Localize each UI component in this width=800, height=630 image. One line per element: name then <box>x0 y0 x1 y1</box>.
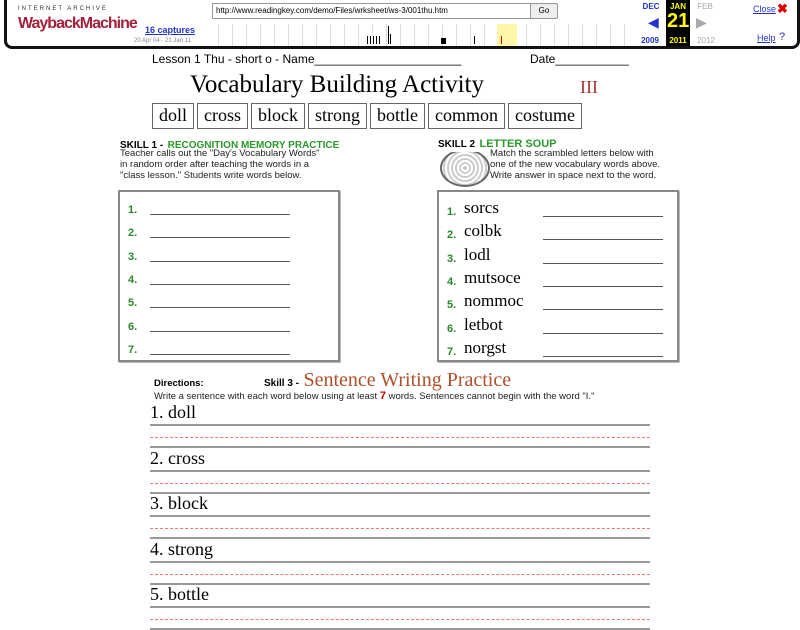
midline <box>150 483 650 484</box>
baseline <box>150 537 650 539</box>
skill1-label: SKILL 1 - <box>120 140 164 151</box>
skill1-answer-box <box>118 190 340 362</box>
answer-line[interactable] <box>543 356 663 357</box>
skill2-answer-box <box>437 190 679 362</box>
skill2-title: LETTER SOUP <box>479 138 557 150</box>
answer-line[interactable] <box>543 216 663 217</box>
current-year-highlight <box>497 24 517 46</box>
sentence-word: 3. block <box>150 493 208 513</box>
midline <box>150 528 650 529</box>
baseline <box>150 446 650 448</box>
next-month: FEB <box>697 2 713 11</box>
answer-line[interactable] <box>543 239 663 240</box>
answer-line[interactable] <box>543 309 663 310</box>
writing-line[interactable] <box>150 515 650 517</box>
capture-mark <box>388 26 389 44</box>
answer-number: 6. <box>128 320 138 333</box>
capture-mark <box>474 36 475 44</box>
capture-mark <box>367 36 381 44</box>
soup-bowl-icon <box>440 149 490 187</box>
prev-month[interactable]: DEC <box>642 2 660 11</box>
go-button[interactable]: Go <box>530 3 558 19</box>
current-year: 2011 <box>669 36 687 45</box>
scrambled-word: letbot <box>464 314 503 334</box>
midline <box>150 437 650 438</box>
skill3-label: Skill 3 - <box>264 378 300 389</box>
answer-line[interactable] <box>150 331 290 332</box>
answer-number: 4. <box>128 273 138 286</box>
directions-text: Write a sentence with each word below using at least 7 words. Sentences cannot begin with the word "I." <box>154 390 595 402</box>
sentence-word: 1. doll <box>150 402 197 422</box>
answer-number: 1. <box>128 204 138 216</box>
lesson-header: Lesson 1 Thu - short o - Name______________________ <box>152 52 462 66</box>
item-number: 6. <box>447 322 457 335</box>
vocab-word: bottle <box>370 103 425 129</box>
vocab-word: doll <box>152 103 194 129</box>
sentence-word: 5. bottle <box>150 584 209 604</box>
current-day: 21 <box>667 10 690 32</box>
directions-label: Directions: <box>154 378 204 389</box>
close-icon[interactable]: ✖ <box>777 1 788 16</box>
vocabulary-words <box>152 103 582 129</box>
vocab-word: costume <box>508 103 582 129</box>
capture-range: 20 Apr 04 - 21 Jan 11 <box>134 38 191 44</box>
sentence-word: 2. cross <box>150 447 205 468</box>
help-icon[interactable]: ? <box>779 31 786 43</box>
next-arrow-icon: ▶ <box>696 14 707 30</box>
wayback-logo-top: INTERNET ARCHIVE <box>18 6 108 12</box>
page-title: Vocabulary Building Activity <box>190 71 484 98</box>
writing-line[interactable] <box>150 561 650 563</box>
answer-line[interactable] <box>150 354 290 355</box>
scrambled-word: norgst <box>464 337 507 357</box>
answer-line[interactable] <box>150 261 290 262</box>
url-input[interactable]: http://www.readingkey.com/demo/Files/wrksheet/ws-3/001thu.htm <box>212 3 532 19</box>
skill2-label: SKILL 2 <box>438 139 476 150</box>
wayback-logo[interactable]: WaybackMachine <box>18 15 137 32</box>
skill3-title: Sentence Writing Practice <box>303 369 512 391</box>
captures-link[interactable]: 16 captures <box>145 25 196 35</box>
midline <box>150 574 650 575</box>
vocab-word: cross <box>197 103 248 129</box>
answer-line[interactable] <box>543 286 663 287</box>
writing-line[interactable] <box>150 470 650 472</box>
answer-line[interactable] <box>150 237 290 238</box>
level: III <box>580 77 598 97</box>
answer-number: 3. <box>128 250 138 263</box>
skill2-description: Match the scrambled letters below with one of the new vocabulary words above. Write answer in space next to the word. <box>490 148 661 181</box>
scrambled-word: mutsoce <box>464 267 521 287</box>
vocab-word: strong <box>308 103 367 129</box>
answer-line[interactable] <box>150 214 290 215</box>
item-number: 5. <box>447 299 457 312</box>
answer-line[interactable] <box>543 333 663 334</box>
sentence-word: 4. strong <box>150 538 213 559</box>
capture-timeline[interactable] <box>205 24 635 46</box>
help-link[interactable]: Help <box>757 33 776 43</box>
writing-line[interactable] <box>150 424 650 426</box>
scrambled-word: colbk <box>464 221 502 241</box>
item-number: 3. <box>447 252 457 265</box>
item-number: 7. <box>447 345 457 358</box>
prev-year[interactable]: 2009 <box>641 36 659 45</box>
answer-line[interactable] <box>150 284 290 285</box>
scrambled-word: nommoc <box>464 291 524 311</box>
answer-number: 7. <box>128 343 138 356</box>
current-month: JAN <box>669 2 686 11</box>
baseline <box>150 583 650 585</box>
scrambled-word: sorcs <box>464 198 499 217</box>
scrambled-word: lodl <box>464 244 491 264</box>
skill3-header <box>264 369 511 392</box>
answer-line[interactable] <box>543 263 663 264</box>
capture-mark <box>441 38 446 44</box>
close-link[interactable]: Close <box>753 4 777 14</box>
answer-line[interactable] <box>150 307 290 308</box>
baseline <box>150 492 650 494</box>
vocab-word: common <box>428 103 505 129</box>
answer-number: 2. <box>128 227 138 240</box>
next-year: 2012 <box>697 36 715 45</box>
answer-number: 5. <box>128 297 138 310</box>
writing-line[interactable] <box>150 606 650 608</box>
item-number: 2. <box>447 229 457 242</box>
prev-arrow-icon[interactable]: ◀ <box>648 14 659 30</box>
item-number: 1. <box>447 206 457 218</box>
vocab-word: block <box>251 103 305 129</box>
skill1-description: Teacher calls out the "Day's Vocabulary Words" in random order after teaching the words in a "class lesson." Students write words below. <box>120 148 320 181</box>
midline <box>150 619 650 620</box>
date-field: Date___________ <box>530 52 629 66</box>
capture-mark <box>390 34 391 44</box>
item-number: 4. <box>447 275 457 288</box>
current-capture-mark <box>501 36 502 44</box>
skill1-title: RECOGNITION MEMORY PRACTICE <box>167 140 340 151</box>
